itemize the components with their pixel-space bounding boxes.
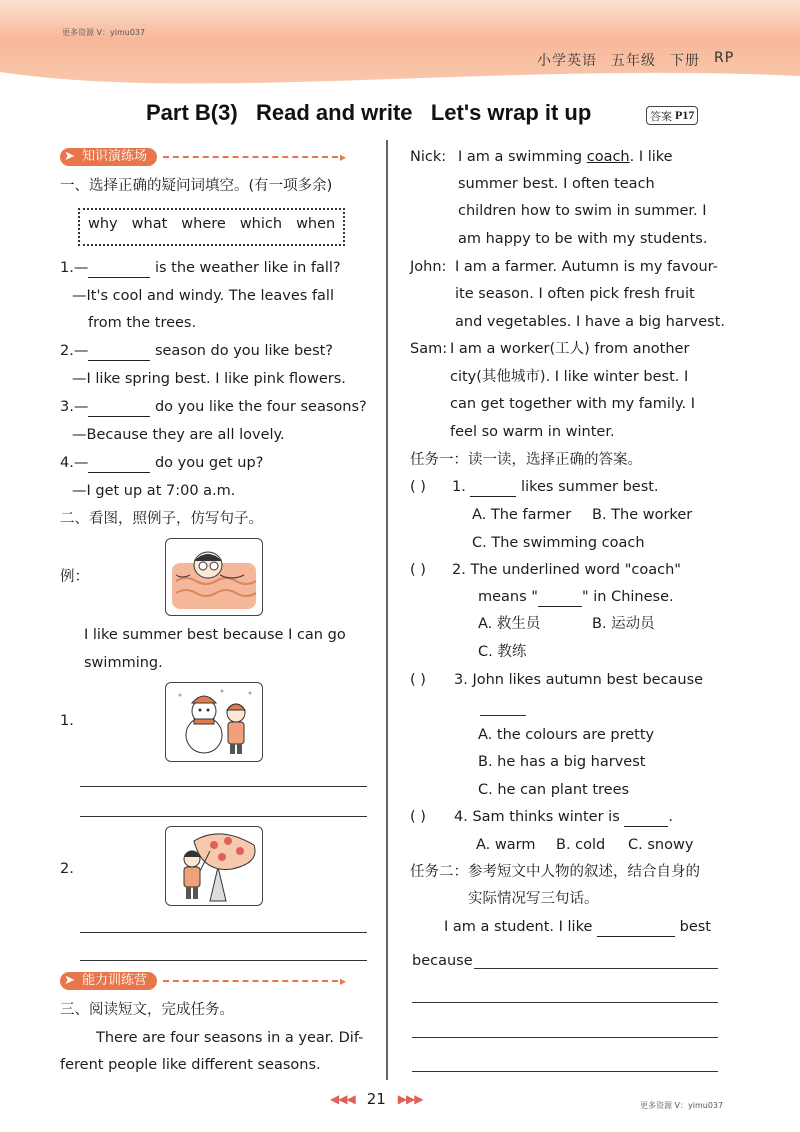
p1-q1 (60, 258, 341, 278)
p1-q1-dash: — (73, 260, 89, 276)
t1-q2-in-chinese: " in Chinese. (581, 589, 674, 605)
part3-intro-l1: There are four seasons in a year. Dif- (96, 1030, 364, 1046)
nick-line1 (458, 147, 673, 167)
word-box (78, 208, 345, 246)
answer-label: 答案 (650, 109, 672, 123)
p1-q1-num: 1. (60, 260, 74, 276)
task2-line1 (444, 917, 711, 937)
task1-heading: 任务一：读一读，选择正确的答案。 (410, 452, 642, 468)
p1-q2-num: 2. (60, 343, 74, 359)
p1-q3-num: 3. (60, 399, 74, 415)
john-line3: and vegetables. I have a big harvest. (455, 314, 726, 330)
t1-q2-blank[interactable] (538, 590, 582, 607)
john-line2: ite season. I often pick fresh fruit (455, 286, 695, 302)
part1-heading: 一、选择正确的疑问词填空。(有一项多余) (60, 178, 333, 194)
t1-q3-optA[interactable]: A. the colours are pretty (478, 727, 655, 743)
p1-q3 (60, 397, 367, 417)
t1-q2-optA[interactable]: A. 救生员 (478, 616, 541, 632)
next-arrows-icon: ▶▶▶ (397, 1092, 423, 1106)
section-drill-label: 知识演练场 (82, 149, 148, 164)
watermark-top: 更多资源 V：yimu037 (62, 28, 146, 37)
t1-q1-optC[interactable]: C. The swimming coach (472, 535, 645, 551)
prev-arrows-icon: ◀◀◀ (330, 1092, 355, 1106)
part3-heading: 三、阅读短文，完成任务。 (60, 1002, 234, 1018)
t1-q1-optA[interactable]: A. The farmer (472, 507, 572, 523)
p2-q2-num: 2. (60, 861, 74, 877)
p1-q4-num: 4. (60, 455, 74, 471)
task2-heading-l2: 实际情况写三句话。 (468, 891, 599, 907)
t1-q1 (452, 477, 659, 497)
section-arrow-icon: ➤ (64, 973, 75, 988)
nick-line3: children how to swim in summer. I (458, 203, 707, 219)
t1-q4-paren[interactable]: ( ) (410, 809, 426, 825)
t1-q3-text: 3. John likes autumn best because (454, 672, 704, 688)
john-speaker: John: (410, 259, 447, 275)
task2-heading-l1: 任务二：参考短文中人物的叙述，结合自身的 (410, 864, 700, 880)
section-drill-banner: ➤ 知识演练场 ▸ (60, 147, 346, 167)
john-line1: I am a farmer. Autumn is my favour- (455, 259, 718, 275)
p1-q3-blank[interactable] (88, 400, 150, 417)
sam-line3: can get together with my family. I (450, 396, 695, 412)
t1-q1-paren[interactable]: ( ) (410, 479, 426, 495)
t1-q4-text: 4. Sam thinks winter is (454, 809, 625, 825)
example-line2: swimming. (84, 655, 163, 671)
part3-intro-l2: ferent people like different seasons. (60, 1057, 321, 1073)
t1-q4 (454, 807, 673, 827)
p2-q1-num: 1. (60, 713, 74, 729)
p1-q4-dash: — (73, 455, 89, 471)
nick-speaker: Nick: (410, 149, 447, 165)
answer-badge (646, 106, 698, 125)
word-which: which (239, 216, 283, 232)
t1-q4-optB[interactable]: B. cold (556, 837, 606, 853)
t1-q1-text: likes summer best. (516, 479, 659, 495)
t1-q2-means: means " (478, 589, 538, 605)
snowman-image (165, 682, 263, 762)
p1-q1-text: is the weather like in fall? (150, 260, 341, 276)
page-title: Part B(3) Read and write Let's wrap it up (146, 100, 592, 125)
sam-line1: I am a worker(工人) from another (450, 341, 690, 357)
word-why: why (88, 216, 118, 232)
p1-q2 (60, 341, 333, 361)
task2-line-because[interactable] (474, 968, 718, 969)
p1-q4-text: do you get up? (150, 455, 264, 471)
sam-speaker: Sam: (410, 341, 448, 357)
footer-page (330, 1090, 422, 1108)
subject: 小学英语 (537, 53, 597, 69)
t1-q2-line2 (478, 587, 674, 607)
t1-q1-num: 1. (452, 479, 471, 495)
p1-q2-blank[interactable] (88, 344, 150, 361)
t1-q1-optB[interactable]: B. The worker (592, 507, 693, 523)
section-ability-label: 能力训练营 (82, 973, 148, 988)
t1-q4-optA[interactable]: A. warm (476, 837, 536, 853)
t1-q2-optB[interactable]: B. 运动员 (592, 616, 655, 632)
grade: 五年级 (611, 53, 656, 69)
watermark-bottom: 更多资源 V：yimu037 (640, 1101, 724, 1110)
p1-q3-dash: — (73, 399, 89, 415)
t1-q4-blank[interactable] (624, 810, 668, 827)
sam-line4: feel so warm in winter. (450, 424, 615, 440)
t1-q2-paren[interactable]: ( ) (410, 562, 426, 578)
sam-line2: city(其他城市). I like winter best. I (450, 369, 689, 385)
nick-line1-post: . I like (629, 149, 673, 165)
p1-q3-text: do you like the four seasons? (150, 399, 367, 415)
t1-q4-period: . (668, 809, 673, 825)
t1-q2-line1: 2. The underlined word "coach" (452, 562, 681, 578)
t1-q3-optB[interactable]: B. he has a big harvest (478, 754, 646, 770)
t1-q3-paren[interactable]: ( ) (410, 672, 426, 688)
coach-underlined: coach (586, 149, 630, 165)
task2-line1-post: best (675, 919, 711, 935)
p2-q1-line2[interactable] (80, 816, 367, 817)
column-divider (386, 140, 388, 1080)
part2-heading: 二、看图，照例子，仿写句子。 (60, 511, 263, 527)
t1-q2-optC[interactable]: C. 教练 (478, 644, 527, 660)
section-ability-banner: ➤ 能力训练营 ▸ (60, 971, 346, 991)
p1-q4-blank[interactable] (88, 456, 150, 473)
header-book-info (537, 50, 734, 70)
apple-picking-image (165, 826, 263, 906)
task2-line1-pre: I am a student. I like (444, 919, 598, 935)
p1-q2-dash: — (73, 343, 89, 359)
p1-q1-answer-l1: —It's cool and windy. The leaves fall (72, 288, 334, 304)
word-when: when (296, 216, 336, 232)
p1-q4-answer: —I get up at 7:00 a.m. (72, 483, 236, 499)
p2-q2-line1[interactable] (80, 932, 367, 933)
t1-q1-blank[interactable] (470, 480, 516, 497)
p1-q2-text: season do you like best? (150, 343, 334, 359)
p2-q2-line2[interactable] (80, 960, 367, 961)
t1-q4-optC[interactable]: C. snowy (628, 837, 694, 853)
swimming-image (165, 538, 263, 616)
word-what: what (131, 216, 168, 232)
example-label: 例： (60, 569, 89, 585)
task2-line2[interactable] (412, 1002, 718, 1003)
example-line1: I like summer best because I can go (84, 627, 346, 643)
p1-q4 (60, 453, 263, 473)
answer-page: P17 (675, 108, 695, 122)
task2-line3[interactable] (412, 1037, 718, 1038)
edition: RP (714, 50, 735, 66)
p1-q3-answer: —Because they are all lovely. (72, 427, 285, 443)
p1-q1-blank[interactable] (88, 261, 150, 278)
t1-q3-blank[interactable] (480, 715, 526, 716)
volume: 下册 (670, 53, 700, 69)
task2-because: because (412, 953, 473, 969)
task2-line4[interactable] (412, 1071, 718, 1072)
page-number: 21 (366, 1090, 386, 1108)
nick-line2: summer best. I often teach (458, 176, 655, 192)
p2-q1-line1[interactable] (80, 786, 367, 787)
task2-season-blank[interactable] (597, 920, 675, 937)
nick-line1-pre: I am a swimming (458, 149, 587, 165)
p1-q1-answer-l2: from the trees. (88, 315, 197, 331)
p1-q2-answer: —I like spring best. I like pink flowers. (72, 371, 346, 387)
section-arrow-icon: ➤ (64, 149, 75, 164)
nick-line4: am happy to be with my students. (458, 231, 708, 247)
t1-q3-optC[interactable]: C. he can plant trees (478, 782, 630, 798)
word-where: where (181, 216, 226, 232)
